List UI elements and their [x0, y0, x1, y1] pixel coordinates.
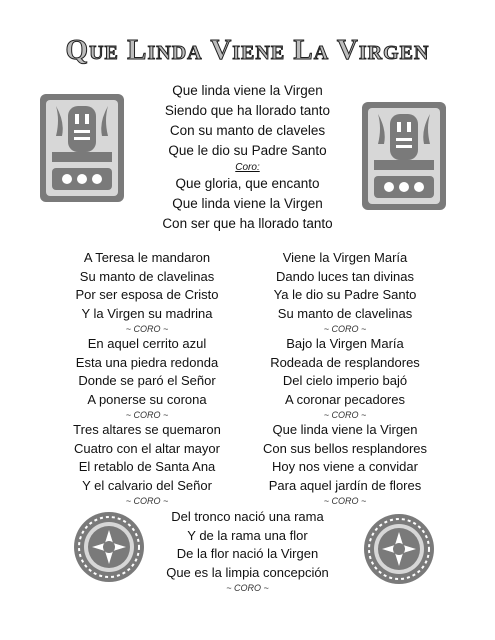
coro-marker: ~ CORO ~	[125, 324, 169, 334]
verse-line: Y el calvario del Señor	[82, 477, 212, 493]
verse-line: Que le dio su Padre Santo	[168, 143, 327, 158]
verse-line: Su manto de clavelinas	[277, 305, 413, 321]
verse-line: Y de la rama una flor	[187, 527, 308, 543]
verse-line: En aquel cerrito azul	[87, 336, 207, 351]
left-stanza-1	[52, 249, 242, 336]
verse-line: El retablo de Santa Ana	[78, 459, 216, 474]
verse-line: Su manto de clavelinas	[79, 268, 215, 284]
verse-line: Con sus bellos resplandores	[262, 440, 428, 456]
coro-marker: ~ CORO ~	[323, 496, 367, 506]
verse-line: Con su manto de claveles	[169, 123, 326, 138]
intro-stanza	[120, 81, 375, 161]
verse-line: Viene la Virgen María	[282, 250, 408, 265]
verse-line: A Teresa le mandaron	[83, 250, 211, 265]
verse-line: Ya le dio su Padre Santo	[273, 287, 417, 302]
verse-line: Del cielo imperio bajó	[282, 373, 408, 388]
verse-line: Que es la limpia concepción	[166, 564, 329, 580]
verse-line: De la flor nació la Virgen	[176, 546, 319, 561]
coro-marker: ~ CORO ~	[125, 410, 169, 420]
verse-line: Del tronco nació una rama	[171, 509, 324, 524]
aztec-glyph-icon	[38, 92, 126, 204]
coro-marker: ~ CORO ~	[323, 410, 367, 420]
page-title: Que Linda Viene La Virgen	[65, 34, 430, 66]
verse-line: Bajo la Virgen María	[286, 336, 404, 351]
left-stanza-2	[52, 335, 242, 422]
verse-line: Que gloria, que encanto	[175, 176, 320, 191]
verse-line: Cuatro con el altar mayor	[74, 440, 220, 456]
left-stanza-3	[52, 421, 242, 508]
verse-line: A ponerse su corona	[87, 391, 207, 407]
chorus-label: Coro:	[235, 162, 260, 173]
verse-line: Tres altares se quemaron	[73, 422, 221, 437]
verse-line: Siendo que ha llorado tanto	[164, 103, 331, 118]
verse-line: Dando luces tan divinas	[275, 268, 415, 284]
verse-line: Que linda viene la Virgen	[172, 83, 323, 98]
coro-marker: ~ CORO ~	[125, 496, 169, 506]
verse-line: Con ser que ha llorado tanto	[162, 216, 333, 231]
final-stanza	[160, 508, 335, 595]
verse-line: Esta una piedra redonda	[75, 354, 219, 370]
right-stanza-1	[250, 249, 440, 336]
verse-line: Por ser esposa de Cristo	[75, 287, 219, 302]
verse-line: Que linda viene la Virgen	[172, 196, 323, 211]
verse-line: Que linda viene la Virgen	[272, 422, 418, 437]
verse-line: Para aquel jardín de flores	[268, 477, 422, 493]
verse-line: Rodeada de resplandores	[270, 354, 420, 370]
verse-line: A coronar pecadores	[285, 391, 405, 407]
verse-line: Y la Virgen su madrina	[81, 305, 213, 321]
verse-line: Donde se paró el Señor	[78, 373, 216, 388]
right-stanza-2	[250, 335, 440, 422]
aztec-sun-icon	[362, 512, 436, 586]
coro-marker: ~ CORO ~	[323, 324, 367, 334]
right-stanza-3	[250, 421, 440, 508]
coro-marker: ~ CORO ~	[226, 583, 269, 593]
aztec-sun-icon	[72, 510, 146, 584]
verse-line: Hoy nos viene a convidar	[272, 459, 418, 474]
chorus-stanza	[120, 162, 375, 234]
